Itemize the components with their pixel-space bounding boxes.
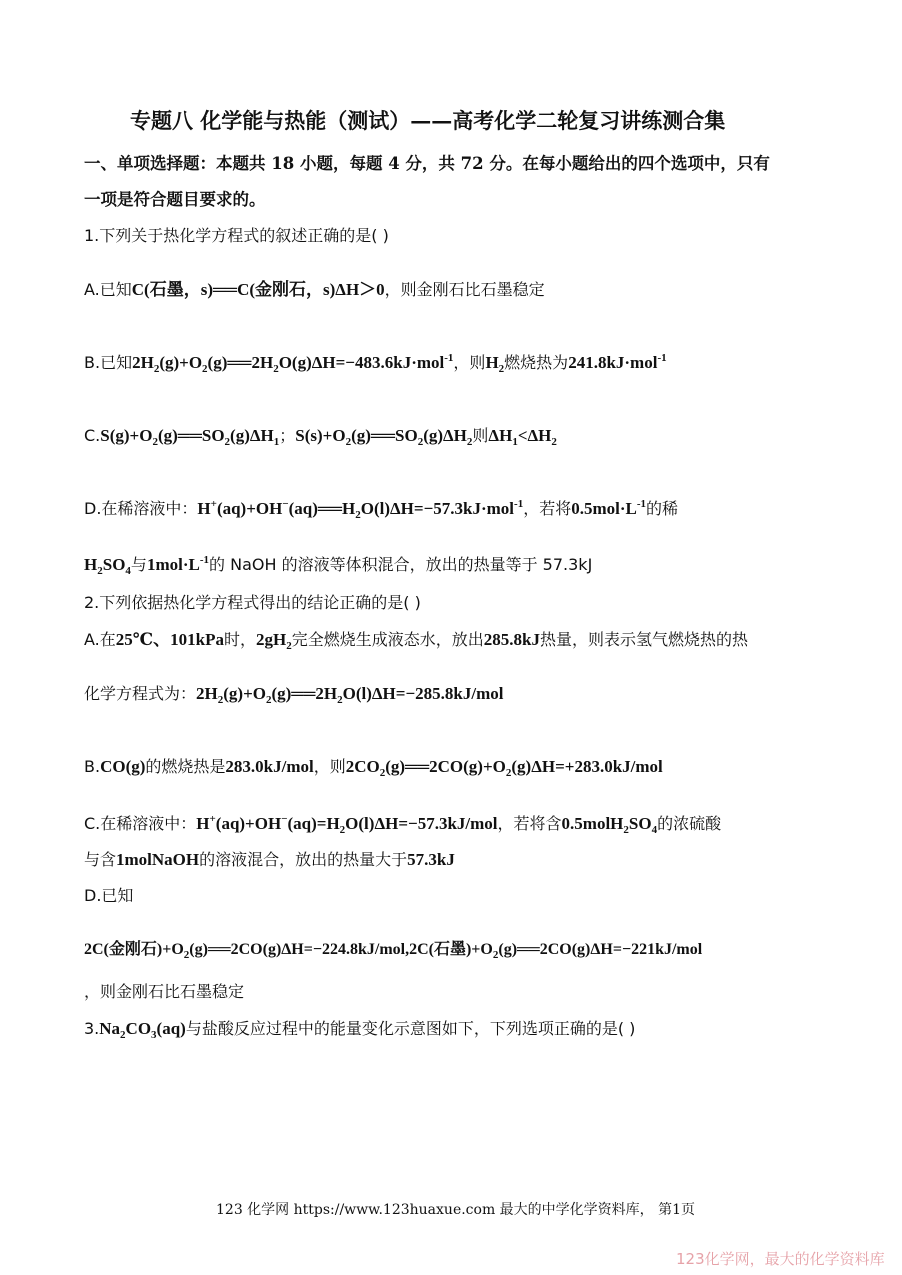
q2-c-mid: ，若将含 [497, 814, 562, 833]
eq-part: O(g)ΔH=−483.6kJ·mol [278, 353, 445, 372]
q1-d-tail: 的稀 [646, 499, 679, 518]
eq-part: SO [102, 555, 126, 574]
q2-option-c [84, 813, 721, 835]
q1-stem: 1.下列关于热化学方程式的叙述正确的是( ) [84, 226, 389, 245]
q1-c-prefix: C. [84, 426, 101, 445]
eq-sub: 2 [337, 694, 343, 706]
eq-sub: 2 [417, 436, 424, 448]
q1-c-equation-1 [100, 426, 280, 448]
eq-part: SO [628, 814, 652, 833]
eq-sub: 3 [151, 1029, 157, 1041]
q2-b-prefix: B. [84, 757, 101, 776]
q2-a-condition: 25℃、101kPa [115, 630, 224, 649]
h2so4-formula [84, 555, 131, 577]
eq-sub: 2 [623, 824, 629, 836]
q1-d-prefix: D.在稀溶液中： [84, 499, 198, 518]
eq-sub: 2 [286, 640, 292, 652]
eq-part: ΔH [488, 426, 513, 445]
q2-option-a-line2 [84, 683, 503, 705]
eq-part: 2gH [256, 630, 287, 649]
q2-c-line2-a: 与含 [84, 850, 117, 869]
page-title: 专题八 化学能与热能（测试）——高考化学二轮复习讲练测合集 [130, 108, 726, 133]
eq-sub: 2 [339, 824, 346, 836]
eq-part: O(l)ΔH=−57.3kJ/mol [345, 814, 498, 833]
q1-d-line2-tail: 的 NaOH 的溶液等体积混合，放出的热量等于 57.3kJ [209, 555, 593, 574]
q1-d-line2-conc [147, 555, 209, 574]
eq-part: H [197, 499, 211, 518]
eq-part: (g)+O [223, 684, 266, 703]
q2-c-line2-c: 的溶液混合，放出的热量大于 [199, 850, 408, 869]
eq-part: 2C(金刚石)+O [84, 941, 184, 958]
eq-sub: 2 [120, 1029, 126, 1041]
eq-sub: 4 [651, 824, 658, 836]
eq-part: 2H [132, 353, 154, 372]
eq-part: (g)══SO [351, 426, 418, 445]
eq-part: O(l)ΔH=−57.3kJ·mol [360, 499, 515, 518]
eq-part: (g)══2CO(g)ΔH=−224.8kJ/mol,2C(石墨)+O [189, 941, 493, 958]
eq-part: (g)══2H [271, 684, 338, 703]
q1-option-c [84, 425, 557, 447]
q3-stem [84, 1018, 635, 1040]
q2-a-tail: 完全燃烧生成液态水，放出 [291, 630, 484, 649]
section-header-line2: 一项是符合题目要求的。 [84, 190, 266, 209]
eq-part: Na [99, 1019, 121, 1038]
eq-part: (g)ΔH=+283.0kJ/mol [511, 757, 663, 776]
q2-a-equation [196, 684, 504, 706]
eq-sub: 1 [512, 436, 518, 448]
q2-b-co: CO(g) [100, 757, 146, 776]
eq-sub: 1 [273, 436, 280, 448]
q1-option-a [84, 279, 545, 301]
q2-c-line2-naoh: 1molNaOH [116, 850, 200, 869]
eq-sup: − [281, 813, 288, 825]
q2-c-prefix: C.在稀溶液中： [84, 814, 197, 833]
q2-option-d-equations [84, 938, 702, 961]
eq-part: 0.5mol·L [571, 499, 637, 518]
eq-sub: 2 [505, 767, 512, 779]
q1-d-mid: ，若将 [523, 499, 572, 518]
eq-part: (aq)+OH [215, 814, 282, 833]
q1-c-comparison [488, 426, 557, 448]
q2-c-tail: 的浓硫酸 [657, 814, 722, 833]
eq-sub: 2 [97, 565, 103, 577]
q2-a-mass [256, 630, 292, 652]
q1-c-then: 则 [472, 426, 489, 445]
eq-part: CO [125, 1019, 152, 1038]
eq-sub: 2 [355, 509, 361, 521]
eq-part: 241.8kJ·mol [568, 353, 658, 372]
eq-part: (aq) [156, 1019, 186, 1038]
q1-option-b [84, 352, 667, 374]
eq-sub: 2 [379, 767, 386, 779]
eq-sub: 2 [224, 436, 231, 448]
q1-b-prefix: B.已知 [84, 353, 133, 372]
q1-a-equation: C(石墨，s)══C(金刚石，s)ΔH＞0 [131, 280, 385, 299]
q2-a-tail2: 热量，则表示氢气燃烧热的热 [539, 630, 748, 649]
q2-option-c-line2 [84, 849, 455, 871]
eq-sup: -1 [199, 554, 210, 566]
eq-sup: − [282, 498, 289, 510]
q2-a-mid: 时， [223, 630, 256, 649]
eq-sup: + [210, 498, 217, 510]
q3-prefix: 3. [84, 1019, 100, 1038]
eq-part: (g)══2CO(g)ΔH=−221kJ/mol [498, 941, 703, 958]
q2-c-equation [196, 813, 498, 836]
eq-sub: 2 [492, 949, 499, 961]
eq-part: 0.5molH [561, 814, 624, 833]
q1-c-equation-2 [295, 426, 473, 448]
eq-sub: 2 [466, 436, 473, 448]
q2-option-d-line3: ，则金刚石比石墨稳定 [84, 982, 245, 1001]
eq-part: 2H [196, 684, 218, 703]
eq-part: (aq)=H [287, 814, 340, 833]
na2co3-formula [99, 1019, 186, 1041]
eq-sub: 2 [273, 363, 279, 375]
q2-b-value: 283.0kJ/mol [225, 757, 314, 776]
eq-sub: 2 [498, 363, 505, 375]
q1-d-concentration [571, 499, 646, 518]
q1-d-equation [197, 498, 524, 521]
q1-b-value [568, 353, 666, 372]
eq-part: <ΔH [517, 426, 552, 445]
q1-b-mid2: 燃烧热为 [504, 353, 569, 372]
q2-d-equation [84, 941, 703, 961]
section-header-line1: 一、单项选择题：本题共 18 小题，每题 4 分，共 72 分。在每小题给出的四个选项中，只有 [84, 154, 770, 173]
q2-b-equation [345, 757, 663, 779]
q1-c-separator: ； [279, 426, 296, 445]
site-watermark: 123化学网，最大的化学资料库 [676, 1250, 885, 1268]
q1-d-line2-mid: 与 [130, 555, 147, 574]
eq-sub: 2 [217, 694, 224, 706]
q2-b-mid2: ，则 [313, 757, 346, 776]
eq-sub: 2 [183, 949, 190, 961]
eq-part: S(g)+O [100, 426, 153, 445]
eq-part: H [84, 555, 98, 574]
eq-part: (g)══2H [207, 353, 274, 372]
eq-part: 2CO [345, 757, 380, 776]
eq-sub: 2 [345, 436, 352, 448]
q2-a-line2-prefix: 化学方程式为： [84, 684, 197, 703]
q2-a-heat: 285.8kJ [483, 630, 540, 649]
eq-sub: 2 [265, 694, 272, 706]
eq-part: (g)══SO [157, 426, 225, 445]
q2-option-b [84, 756, 663, 778]
q2-c-line2-heat: 57.3kJ [407, 850, 455, 869]
q2-c-amount [561, 814, 658, 836]
q1-a-prefix: A.已知 [84, 280, 132, 299]
eq-sub: 2 [152, 436, 158, 448]
q2-option-a [84, 629, 748, 651]
h2-formula [485, 353, 505, 375]
eq-part: O(l)ΔH=−285.8kJ/mol [342, 684, 504, 703]
q2-option-d: D.已知 [84, 886, 134, 905]
q1-a-suffix: ，则金刚石比石墨稳定 [384, 280, 545, 299]
q2-b-mid: 的燃烧热是 [145, 757, 226, 776]
eq-sub: 2 [153, 363, 160, 375]
q1-option-d [84, 498, 678, 520]
q3-tail: 与盐酸反应过程中的能量变化示意图如下，下列选项正确的是( ) [185, 1019, 636, 1038]
eq-sub: 2 [551, 436, 557, 448]
eq-sub: 4 [125, 565, 131, 577]
page-footer: 123 化学网 https://www.123huaxue.com 最大的中学化学资料库， 第1页 [216, 1202, 696, 1218]
eq-sup: -1 [636, 498, 647, 510]
eq-sup: -1 [514, 498, 524, 510]
eq-part: (g)══2CO(g)+O [385, 757, 506, 776]
eq-sup: -1 [657, 352, 667, 364]
q1-b-equation [132, 352, 454, 375]
eq-part: (g)ΔH [230, 426, 274, 445]
eq-part: (g)ΔH [423, 426, 467, 445]
eq-part: (aq)+OH [216, 499, 283, 518]
q2-stem: 2.下列依据热化学方程式得出的结论正确的是( ) [84, 593, 421, 612]
eq-part: 1mol·L [146, 555, 200, 574]
eq-sup: -1 [444, 352, 454, 364]
eq-part: (g)+O [159, 353, 203, 372]
q1-b-mid1: ，则 [453, 353, 486, 372]
q1-option-d-line2 [84, 554, 592, 576]
eq-part: (aq)══H [288, 499, 356, 518]
eq-part: H [196, 814, 210, 833]
eq-sup: + [209, 813, 216, 825]
eq-part: H [485, 353, 499, 372]
eq-sub: 2 [202, 363, 208, 375]
q2-a-prefix: A.在 [84, 630, 116, 649]
eq-part: S(s)+O [295, 426, 346, 445]
